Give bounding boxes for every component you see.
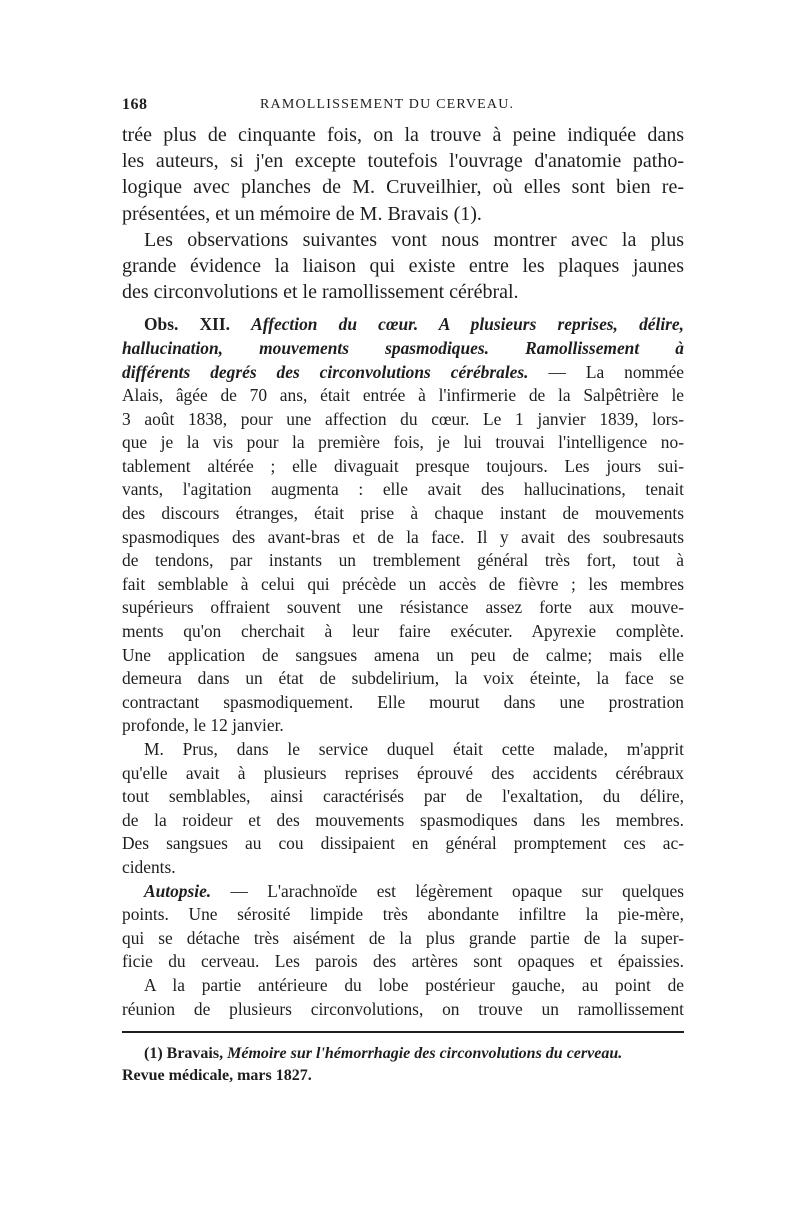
- obs-title-line: [122, 361, 684, 385]
- text-line: que je la vis pour la première fois, je lui trouvai l'intelligence no-: [122, 432, 684, 453]
- obs-title-1: Affection du cœur. A plusieurs reprises, délire,: [251, 314, 684, 335]
- text-line: ments qu'on cherchait à leur faire exécuter. Apyrexie complète.: [122, 621, 684, 642]
- text-line: vants, l'agitation augmenta : elle avait des hallucinations, tenait: [122, 479, 684, 500]
- text-line: ficie du cerveau. Les parois des artères sont opaques et épaissies.: [122, 951, 684, 972]
- text-line: trée plus de cinquante fois, on la trouve à peine indiquée dans: [122, 124, 684, 146]
- text-line: grande évidence la liaison qui existe entre les plaques jaunes: [122, 254, 684, 277]
- text-line: Les observations suivantes vont nous montrer avec la plus: [144, 228, 684, 251]
- observation-xii: [122, 313, 684, 1021]
- text-line: points. Une sérosité limpide très abondante infiltre la pie-mère,: [122, 904, 684, 925]
- footnote-line: [122, 1043, 684, 1065]
- text-line: de tendons, par instants un tremblement général très fort, tout à: [122, 550, 684, 571]
- text-line: cidents.: [122, 856, 176, 877]
- text-line: des circonvolutions et le ramollissement cérébral.: [122, 281, 519, 304]
- text-line: tablement altérée ; elle divaguait presque toujours. Les jours sui-: [122, 455, 684, 476]
- autopsie-line: [122, 880, 684, 904]
- text-line: supérieurs offraient souvent une résistance assez forte aux mouve-: [122, 597, 684, 618]
- footnote: [122, 1043, 684, 1087]
- book-page: [122, 96, 684, 1087]
- text-line: Alais, âgée de 70 ans, était entrée à l'infirmerie de la Salpêtrière le: [122, 385, 684, 406]
- text-line: tout semblables, ainsi caractérisés par de l'exaltation, du délire,: [122, 786, 684, 807]
- text-line: présentées, et un mémoire de M. Bravais (1).: [122, 202, 482, 225]
- text-line: qu'elle avait à plusieurs reprises éprouvé des accidents cérébraux: [122, 762, 684, 783]
- text-line: les auteurs, si j'en excepte toutefois l'ouvrage d'anatomie patho-: [122, 150, 684, 173]
- footnote-source: Revue médicale, mars 1827.: [122, 1067, 312, 1085]
- text-line: spasmodiques des avant-bras et de la face. Il y avait des soubresauts: [122, 526, 684, 547]
- text-line: A la partie antérieure du lobe postérieur gauche, au point de: [144, 974, 684, 995]
- intro-paragraph: [122, 122, 684, 305]
- text-line: logique avec planches de M. Cruveilhier, où elles sont bien re-: [122, 176, 684, 199]
- obs-title-tail: — La nommée: [548, 361, 685, 382]
- footnote-lead: (1) Bravais,: [144, 1045, 224, 1063]
- footnote-title: Mémoire sur l'hémorrhagie des circonvolutions du cerveau.: [227, 1045, 623, 1063]
- text-line: profonde, le 12 janvier.: [122, 715, 284, 736]
- text-line: demeura dans un état de subdelirium, la voix éteinte, la face se: [122, 668, 684, 689]
- page-number: 168: [122, 96, 148, 113]
- obs-title-3: différents degrés des circonvolutions cérébrales.: [122, 361, 529, 382]
- autopsie-first: — L'arachnoïde est légèrement opaque sur quelques: [230, 880, 684, 901]
- text-line: contractant spasmodiquement. Elle mourut dans une prostration: [122, 691, 684, 712]
- autopsie-label: Autopsie.: [144, 880, 212, 901]
- page-header: [122, 96, 684, 120]
- text-line: 3 août 1838, pour une affection du cœur. Le 1 janvier 1839, lors-: [122, 408, 684, 429]
- text-line: M. Prus, dans le service duquel était cette malade, m'apprit: [144, 739, 684, 759]
- footnote-rule: [122, 1031, 684, 1033]
- text-line: qui se détache très aisément de la plus grande partie de la super-: [122, 927, 684, 948]
- obs-label: Obs. XII.: [144, 314, 230, 335]
- text-line: fait semblable à celui qui précède un accès de fièvre ; les membres: [122, 573, 684, 594]
- footnote-line: [122, 1065, 684, 1087]
- obs-title-line: [122, 313, 684, 337]
- obs-title-line: [122, 337, 684, 361]
- text-line: des discours étranges, était prise à chaque instant de mouvements: [122, 503, 684, 524]
- text-line: Une application de sangsues amena un peu de calme; mais elle: [122, 644, 684, 665]
- text-line: Des sangsues au cou dissipaient en général promptement ces ac-: [122, 833, 684, 854]
- text-line: de la roideur et des mouvements spasmodiques dans les membres.: [122, 809, 684, 830]
- text-line: réunion de plusieurs circonvolutions, on trouve un ramollissement: [122, 998, 684, 1019]
- running-title: RAMOLLISSEMENT DU CERVEAU.: [260, 97, 515, 112]
- obs-title-2: hallucination, mouvements spasmodiques. Ramollissement à: [122, 337, 684, 358]
